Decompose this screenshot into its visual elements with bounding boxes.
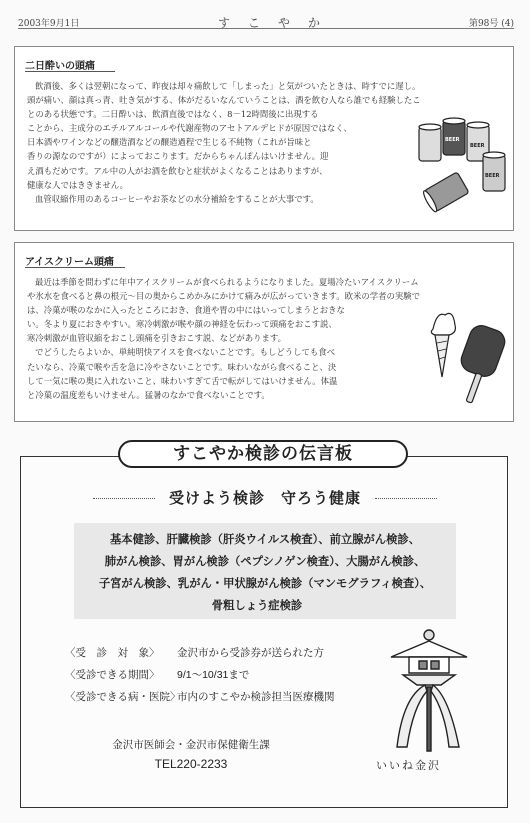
- info-period: [65, 667, 249, 682]
- text-line: して一気に喉の奥に入れないこと、味わいすぎて舌で転がしてはいけません。体温: [27, 375, 338, 386]
- text-line: 日本酒やワインなどの醸造酒などの醸造過程で生じる不純物（これが旨味と: [27, 137, 312, 148]
- text-line: たいなら、冷菓で喉や舌を急に冷やさないことです。味わいながら食べること、決: [27, 361, 337, 372]
- text-line: い。冬より夏におきやすい。寒冷刺激が喉や顔の神経を伝わって頭痛をおこす説、: [27, 319, 337, 330]
- text-line: は、冷菓が喉のなかに入ったところにおき、食道や胃の中にはいってしまうとおきな: [27, 305, 345, 316]
- ice-cream-illustration: [427, 305, 509, 417]
- exam-line: 基本健診、肝臓検診（肝炎ウイルス検査）、前立腺がん検診、: [110, 534, 420, 546]
- info-value: 市内のすこやか検診担当医療機関: [177, 691, 335, 703]
- exam-list: [74, 523, 456, 619]
- info-label: 〈受 診 対 象〉: [65, 647, 160, 659]
- text-line: 血管収縮作用のあるコーヒーやお茶などの水分補給をすることが大事です。: [35, 193, 319, 204]
- bulletin-title: すこやか検診の伝言板: [118, 440, 408, 468]
- exam-line: 肺がん検診、胃がん検診（ペプシノゲン検査）、大腸がん検診、: [104, 556, 426, 568]
- text-line: ことから、主成分のエチルアルコールや代謝産物のアセトアルデヒドが原因ではなく、: [27, 123, 352, 134]
- can-label: BEER: [470, 143, 485, 149]
- telephone-number: TEL220-2233: [154, 757, 228, 771]
- text-line: でどうしたらよいか、単純明快アイスを食べないことです。もしどうしても食べ: [35, 347, 335, 358]
- stone-lantern-logo: [379, 627, 479, 753]
- newsletter-title: すこやか: [218, 16, 339, 30]
- exam-line: 子宮がん検診、乳がん・甲状腺がん検診（マンモグラフィ検査）、: [98, 578, 432, 590]
- info-clinics: [65, 689, 335, 704]
- dotted-rule: [93, 498, 155, 499]
- kanazawa-signature: いいね金沢: [376, 759, 441, 772]
- article-title: 二日酔いの頭痛: [25, 61, 95, 72]
- article-ice-cream-headache: [14, 242, 514, 422]
- info-target: [65, 645, 324, 660]
- organization-name: 金沢市医師会・金沢市保健衛生課: [112, 739, 270, 751]
- bulletin-subtitle-row: [21, 487, 509, 508]
- text-line: 香りの源なのですが）によっておこります。だからちゃんぽんはいけません。迎: [27, 151, 329, 162]
- issue-date: 2003年9月1日: [18, 19, 80, 29]
- text-line: 頭が痛い、顔は真っ青、吐き気がする、体がだるいなんていうことは、酒を飲む人なら誰でも経験したこ: [27, 95, 421, 106]
- info-value: 9/1～10/31まで: [177, 669, 250, 681]
- title-underline: [25, 267, 125, 268]
- exam-line: 骨粗しょう症検診: [211, 600, 303, 612]
- text-line: 健康な人ではききません。: [27, 179, 129, 190]
- header-rule: [18, 28, 514, 29]
- can-label: BEER: [485, 173, 500, 179]
- text-line: 飲酒後、多くは翌朝になって、昨夜は却々痛飲して「しまった」と気がついたときは、時すでに遅し。: [35, 81, 421, 91]
- title-underline: [25, 71, 115, 72]
- checkup-bulletin-board: [20, 456, 508, 808]
- issue-number: 第98号 (4): [468, 19, 514, 29]
- text-line: え酒もだめです。アル中の人がお酒を飲むと症状がよくなることはありますが、: [27, 165, 328, 176]
- bulletin-subtitle: 受けよう検診 守ろう健康: [168, 490, 361, 507]
- can-label: BEER: [445, 137, 460, 143]
- text-line: と冷菓の温度差もいけません。猛暑のなかで食べないことです。: [27, 389, 270, 400]
- article-title: アイスクリーム頭痛: [25, 257, 114, 268]
- text-line: 最近は季節を問わずに年中アイスクリームが食べられるようになりました。夏場冷たいアイスクリーム: [35, 277, 419, 287]
- info-label: 〈受診できる病・医院〉: [65, 691, 181, 703]
- beer-cans-illustration: [415, 115, 511, 219]
- text-line: 寒冷刺激が血管収縮をおこし頭痛を引きおこす説、などがあります。: [27, 333, 286, 344]
- article-hangover-headache: [14, 46, 514, 231]
- text-line: や氷水を食べると鼻の根元～目の奥からこめかみにかけて痛みが広がっていきます。欧米の学者の実験で: [27, 291, 420, 302]
- text-line: とのある状態です。二日酔いは、飲酒直後ではなく、8－12時間後に出現する: [27, 109, 319, 120]
- info-label: 〈受診できる期間〉: [65, 669, 160, 681]
- info-value: 金沢市から受診券が送られた方: [177, 647, 324, 659]
- dotted-rule: [375, 498, 437, 499]
